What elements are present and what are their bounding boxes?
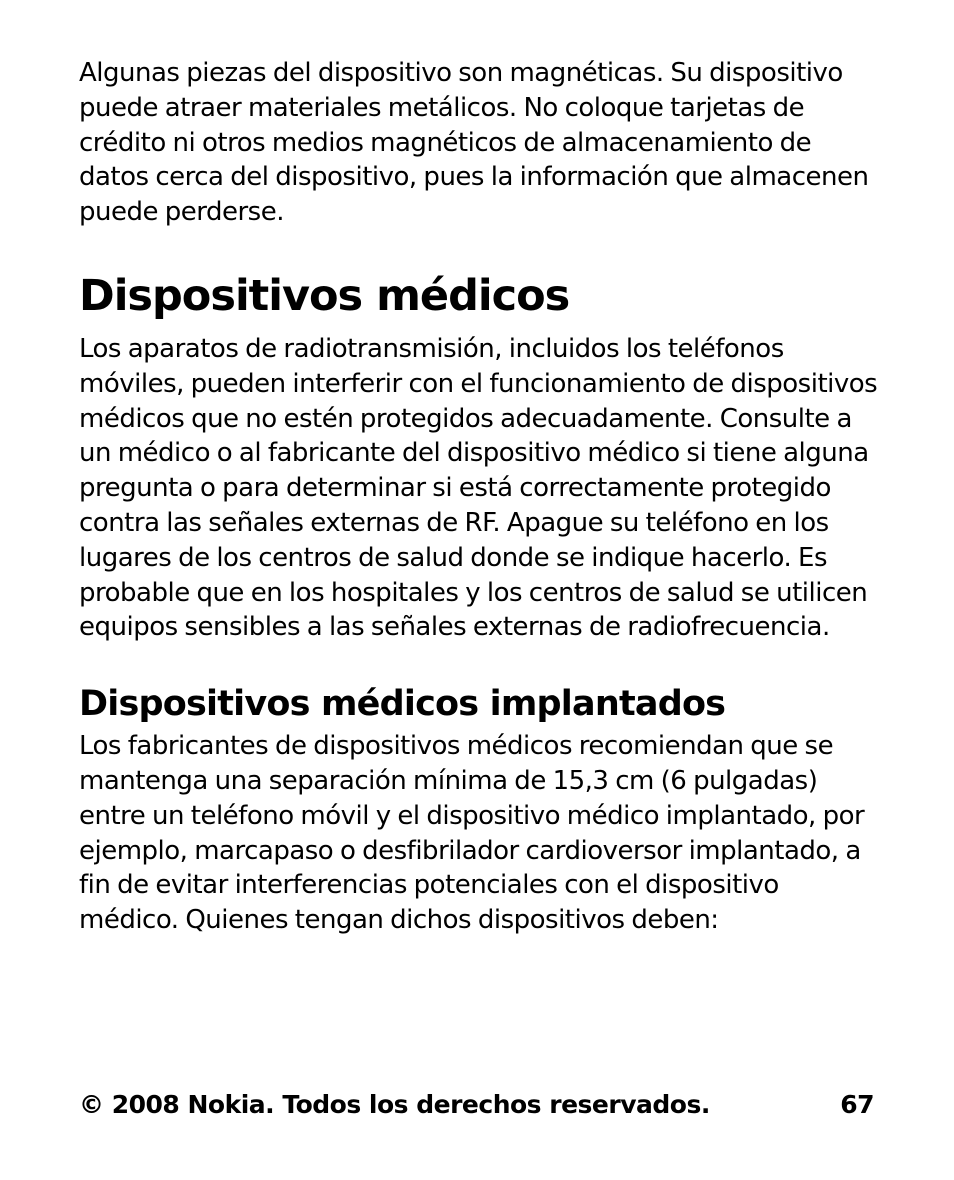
page-number: 67 — [840, 1090, 874, 1119]
section-heading-medical-devices: Dispositivos médicos — [79, 270, 570, 321]
copyright-notice: © 2008 Nokia. Todos los derechos reservados. — [79, 1090, 710, 1119]
page-footer — [79, 1089, 874, 1121]
page-content — [79, 56, 879, 938]
medical-devices-paragraph: Los aparatos de radiotransmisión, incluidos los teléfonos móviles, pueden interferir con el funcionamiento de dispositivos médicos que no estén protegidos adecuadamente. Consulte a un médico o al fabricante del dispositivo médico si tiene alguna pregunta o para determinar si está correctamente protegido contra las señales externas de RF. Apague su teléfono en los lugares de los centros de salud donde se indique hacerlo. Es probable que en los hospitales y los centros de salud se utilicen equipos sensibles a las señales externas de radiofrecuencia. — [79, 333, 878, 643]
section-heading-implanted-devices: Dispositivos médicos implantados — [79, 684, 726, 725]
implanted-devices-paragraph: Los fabricantes de dispositivos médicos recomiendan que se mantenga una separación mínima de 15,3 cm (6 pulgadas) entre un teléfono móvil y el dispositivo médico implantado, por ejemplo, marcapaso o desfibrilador cardioversor implantado, a fin de evitar interferencias potenciales con el dispositivo médico. Quienes tengan dichos dispositivos deben: — [79, 731, 865, 936]
intro-paragraph: Algunas piezas del dispositivo son magnéticas. Su dispositivo puede atraer materiales metálicos. No coloque tarjetas de crédito ni otros medios magnéticos de almacenamiento de datos cerca del dispositivo, pues la información que almacenen puede perderse. — [79, 58, 869, 228]
